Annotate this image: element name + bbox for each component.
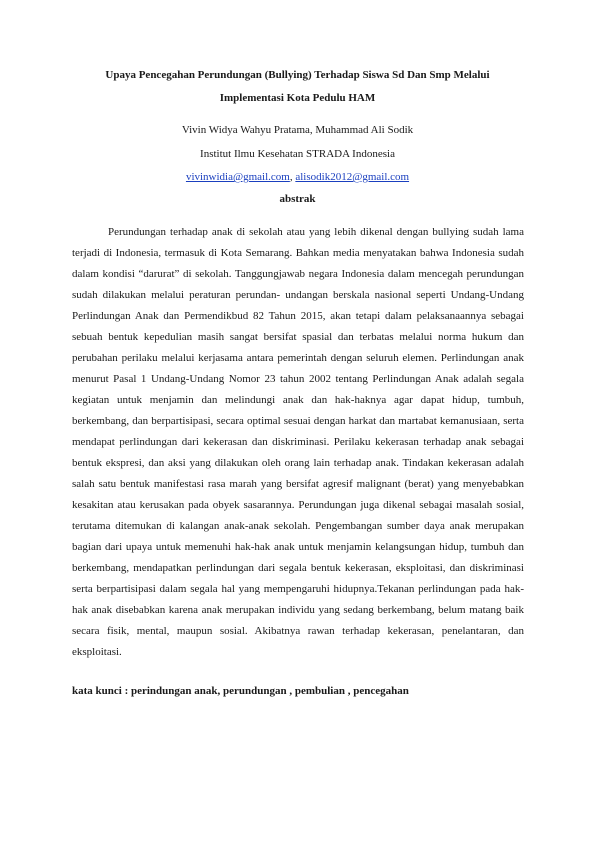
author-affiliation: Institut Ilmu Kesehatan STRADA Indonesia [200,148,395,160]
abstract-heading: abstrak [279,193,316,205]
author-emails [70,170,525,184]
paper-title-line-1: Upaya Pencegahan Perundungan (Bullying) Terhadap Siswa Sd Dan Smp Melalui [105,69,490,81]
paper-title [70,64,525,110]
author-list: Vivin Widya Wahyu Pratama, Muhammad Ali Sodik [181,124,414,136]
abstract-body: Perundungan terhadap anak di sekolah atau yang lebih dikenal dengan bullying sudah lama terjadi di Indonesia, termasuk di Kota Semarang. Bahkan media menyatakan bahwa Indonesia sudah dalam kondisi “darurat” di sekolah. Tanggungjawab negara Indonesia dalam mencegah perundungan sudah dilakukan melalui peraturan perundan- undangan berskala nasional seperti Undang-Undang Perlindungan Anak dan Permendikbud 82 Tahun 2015, akan tetapi dalam pelaksanaannya sebagai sebuah bentuk kepedulian masih sangat bersifat spasial dan terbatas melalui norma hukum dan perubahan perilaku melalui kerjasama antara pemerintah dengan seluruh elemen. Perlindungan anak menurut Pasal 1 Undang-Undang Nomor 23 tahun 2002 tentang Perlindungan Anak adalah segala kegiatan untuk menjamin dan melindungi anak dan hak-haknya agar dapat hidup, tumbuh, berkembang, dan berpartisipasi, secara optimal sesuai dengan harkat dan martabat kemanusiaan, serta mendapat perlindungan dari kekerasan dan diskriminasi. Perilaku kekerasan terhadap anak sebagai bentuk ekspresi, dan aksi yang dilakukan oleh orang lain terhadap anak. Tindakan kekerasan adalah salah satu bentuk manifestasi rasa marah yang bersifat agresif malignant (berat) yang menyebabkan kesakitan atau kerusakan pada obyek sasarannya. Perundungan juga dikenal sebagai masalah sosial, terutama ditemukan di kalangan anak-anak sekolah. Pengembangan sumber daya anak merupakan bagian dari upaya untuk memenuhi hak-hak anak untuk menjamin kelangsungan hidup, tumbuh dan berkembang, mendapatkan perlindungan dari segala bentuk kekerasan, eksploitasi, dan diskriminasi serta berpartisipasi dalam segala hal yang mempengaruhi hidupnya.Tekanan perlindungan pada hak-hak anak disebabkan karena anak merupakan individu yang sedang berkembang, belum matang baik secara fisik, mental, maupun sosial. Akibatnya rawan terhadap kekerasan, penelantaran, dan eksploitasi. [72,226,524,658]
keywords-line: kata kunci : perindungan anak, perundungan , pembulian , pencegahan [72,685,409,697]
email-link-1[interactable]: vivinwidia@gmail.com [185,171,290,183]
paper-title-line-2: Implementasi Kota Pedulu HAM [219,92,376,104]
email-link-2[interactable]: alisodik2012@gmail.com [295,171,410,183]
email-separator: , [289,171,296,183]
